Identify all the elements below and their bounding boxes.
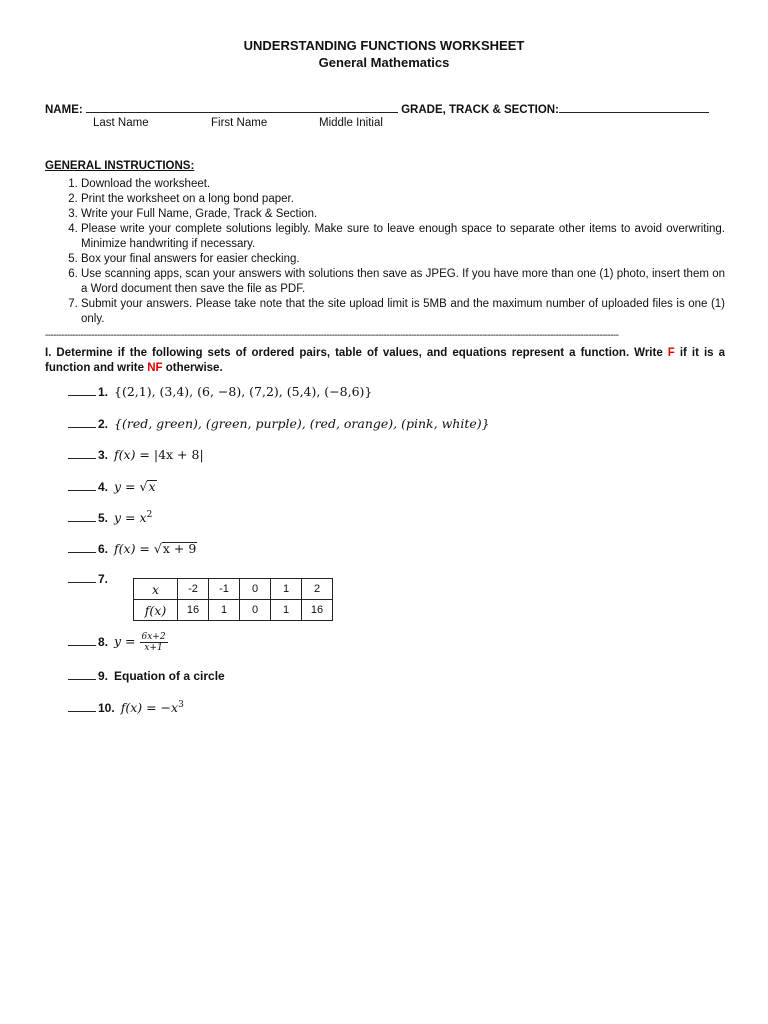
- radicand: x: [148, 479, 156, 494]
- question-number: 8.: [98, 634, 109, 649]
- table-cell: -2: [178, 579, 209, 600]
- table-header-cell: f(x): [134, 600, 178, 621]
- question-number: 4.: [98, 480, 109, 494]
- answer-blank[interactable]: [68, 480, 96, 491]
- last-name-label: Last Name: [93, 117, 149, 129]
- question-5: [68, 510, 152, 525]
- worksheet-subtitle: General Mathematics: [318, 55, 450, 70]
- name-blank: [86, 101, 398, 113]
- exponent: 3: [178, 700, 184, 710]
- question-text: Equation of a circle: [114, 669, 225, 683]
- question-2: [68, 416, 490, 431]
- function-mark: F: [667, 347, 675, 359]
- question-number: 2.: [98, 417, 109, 431]
- grade-label: GRADE, TRACK & SECTION:: [401, 104, 559, 116]
- radicand: x + 9: [162, 541, 197, 556]
- section-text-b: if it is a function and write: [45, 347, 725, 374]
- table-cell: 0: [240, 579, 271, 600]
- question-number: 3.: [98, 448, 109, 462]
- table-cell: -1: [209, 579, 240, 600]
- question-number: 6.: [98, 542, 109, 556]
- question-4: [68, 479, 157, 494]
- answer-blank[interactable]: [68, 669, 96, 680]
- instruction-item: 3. Write your Full Name, Grade, Track & Section.: [81, 207, 725, 222]
- instructions-heading: GENERAL INSTRUCTIONS:: [45, 160, 195, 172]
- table-row: [134, 579, 333, 600]
- answer-blank[interactable]: [68, 448, 96, 459]
- section-text-c: otherwise.: [162, 362, 223, 374]
- question-10: [68, 700, 184, 715]
- name-label: NAME:: [45, 104, 83, 116]
- question-expression: {(2,1), (3,4), (6, −8), (7,2), (5,4), (−8,6)}: [114, 384, 373, 399]
- table-header-cell: x: [134, 579, 178, 600]
- question-lhs: y = x: [114, 510, 147, 525]
- name-row: [45, 101, 725, 116]
- question-1: [68, 384, 372, 399]
- answer-blank[interactable]: [68, 701, 96, 712]
- answer-blank[interactable]: [68, 635, 96, 646]
- exponent: 2: [146, 510, 153, 520]
- question-lhs: f(x) =: [114, 541, 154, 556]
- fraction-denominator: x+1: [144, 643, 163, 653]
- question-number: 10.: [98, 701, 115, 715]
- table-cell: 1: [209, 600, 240, 621]
- section-1-instructions: [45, 346, 725, 376]
- question-3: [68, 447, 204, 462]
- question-number: 9.: [98, 669, 109, 683]
- instruction-item: 2. Print the worksheet on a long bond paper.: [81, 192, 725, 207]
- table-cell: 16: [178, 600, 209, 621]
- dashed-divider: ------------------------------------------------------------------------------------------------------------------------------------------------------------------------------------------------------------------: [45, 331, 619, 341]
- table-cell: 0: [240, 600, 271, 621]
- instruction-item: 4. Please write your complete solutions legibly. Make sure to leave enough space to separate other items to avoid overwriting. Minimize handwriting if necessary.: [81, 222, 725, 252]
- question-lhs: f(x) = −x: [120, 700, 179, 715]
- table-cell: 2: [302, 579, 333, 600]
- question-number: 1.: [98, 385, 109, 399]
- question-7: [68, 572, 114, 586]
- question-number: 7.: [98, 572, 109, 586]
- answer-blank[interactable]: [68, 511, 96, 522]
- first-name-label: First Name: [211, 117, 268, 129]
- fraction-numerator: 6x+2: [141, 632, 166, 642]
- question-number: 5.: [98, 511, 109, 525]
- radical-sign: √: [153, 541, 162, 556]
- answer-blank[interactable]: [68, 417, 96, 428]
- instruction-item: 5. Box your final answers for easier checking.: [81, 252, 725, 267]
- table-cell: 1: [271, 600, 302, 621]
- instruction-item: 1. Download the worksheet.: [81, 177, 725, 192]
- instruction-item: 7. Submit your answers. Please take note that the site upload limit is 5MB and the maximum number of uploaded files is one (1) only.: [81, 297, 725, 327]
- table-cell: 1: [271, 579, 302, 600]
- instruction-item: 6. Use scanning apps, scan your answers with solutions then save as JPEG. If you have more than one (1) photo, insert them on a Word document then save the file as PDF.: [81, 267, 725, 297]
- table-cell: 16: [302, 600, 333, 621]
- answer-blank[interactable]: [68, 572, 96, 583]
- section-text-a: I. Determine if the following sets of ordered pairs, table of values, and equations represent a function. Write: [45, 347, 668, 359]
- question-9: [68, 669, 225, 683]
- middle-initial-label: Middle Initial: [319, 117, 383, 129]
- radical-sign: √: [139, 479, 148, 494]
- answer-blank[interactable]: [68, 385, 96, 396]
- instructions-list: [45, 177, 725, 327]
- question-6: [68, 541, 197, 556]
- fraction: [140, 632, 168, 653]
- question-lhs: f(x) =: [114, 447, 154, 462]
- question-lhs: y =: [114, 479, 140, 494]
- question-expression: |4x + 8|: [153, 447, 204, 462]
- question-expression: {(red, green), (green, purple), (red, orange), (pink, white)}: [114, 416, 490, 431]
- question-lhs: y =: [114, 633, 140, 649]
- worksheet-title: UNDERSTANDING FUNCTIONS WORKSHEET: [243, 38, 525, 53]
- question-8: [68, 632, 168, 653]
- table-row: [134, 600, 333, 621]
- table-of-values: [133, 578, 333, 621]
- not-function-mark: NF: [147, 362, 163, 374]
- grade-blank: [559, 101, 709, 113]
- answer-blank[interactable]: [68, 542, 96, 553]
